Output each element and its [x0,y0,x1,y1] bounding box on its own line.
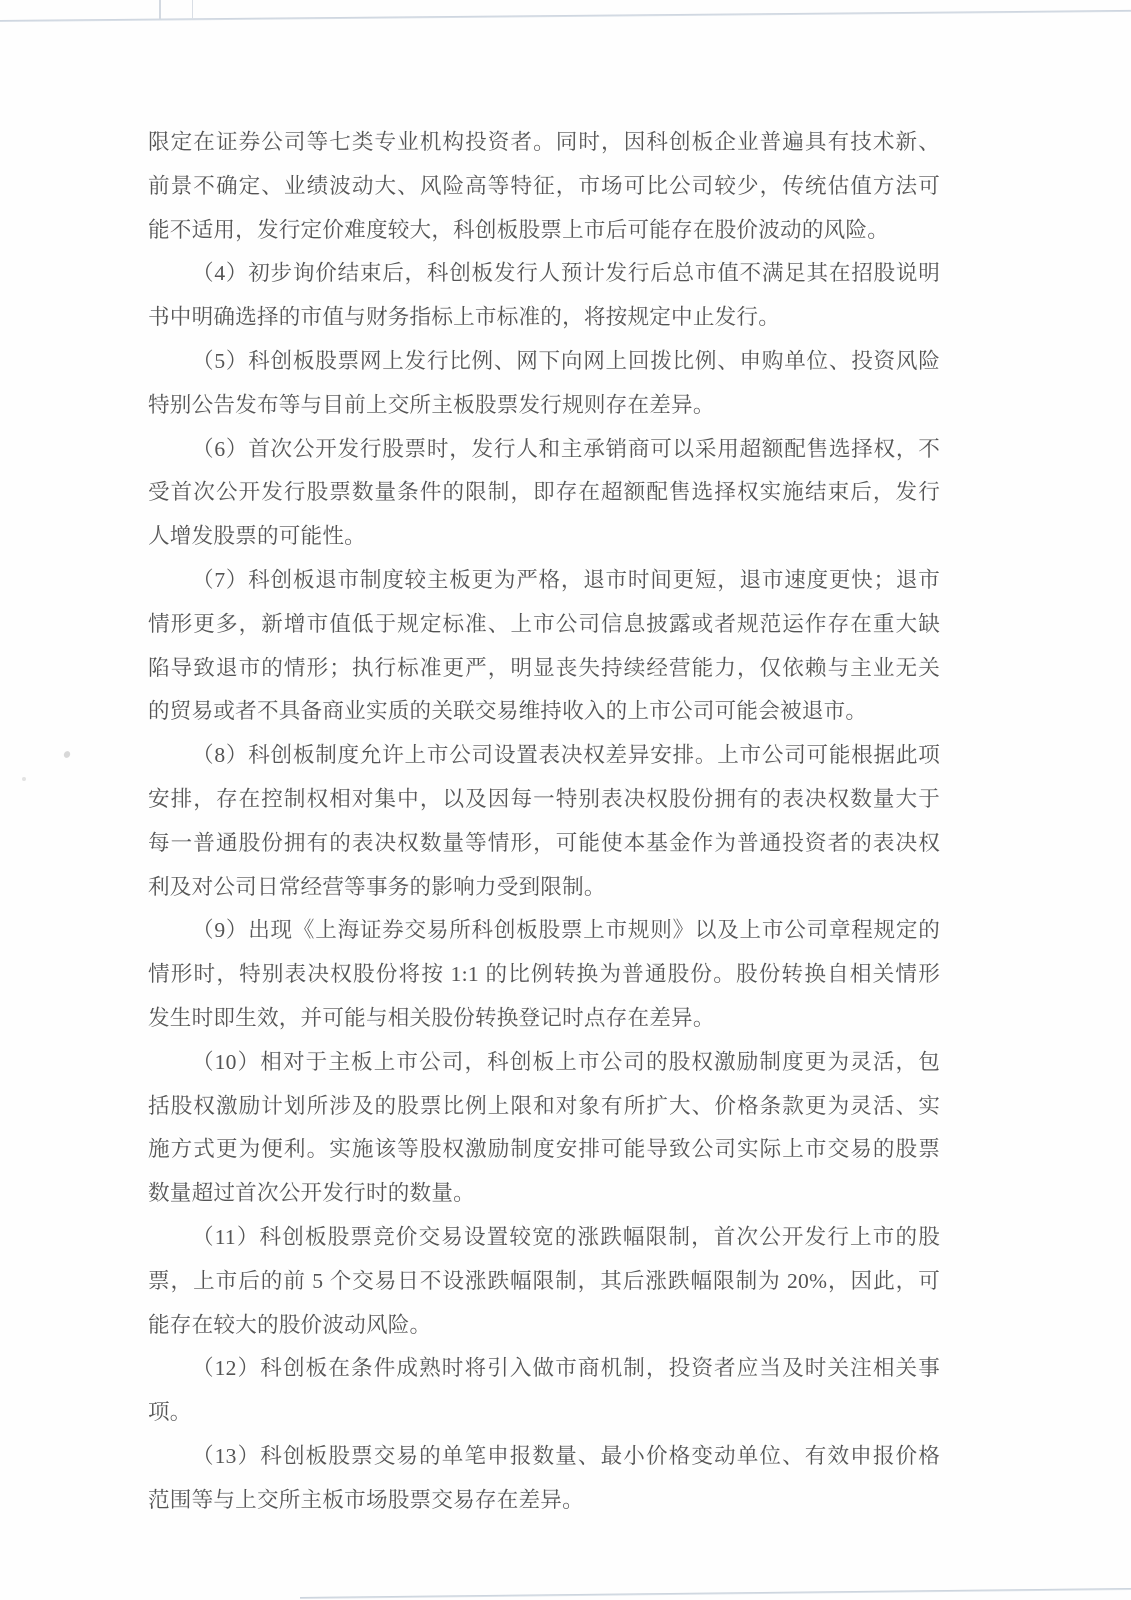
text-line: （4）初步询价结束后，科创板发行人预计发行后总市值不满足其在招股说明 [192,261,940,286]
text-line: 数量超过首次公开发行时的数量。 [148,1181,475,1206]
text-line: 施方式更为便利。实施该等股权激励制度安排可能导致公司实际上市交易的股票 [148,1137,940,1162]
text-line: 发生时即生效，并可能与相关股份转换登记时点存在差异。 [148,1005,715,1030]
text-line: （6）首次公开发行股票时，发行人和主承销商可以采用超额配售选择权，不 [192,436,940,461]
scan-tick-mark-left [159,0,161,19]
text-line: 受首次公开发行股票数量条件的限制，即存在超额配售选择权实施结束后，发行 [148,480,940,505]
scan-speck [63,750,72,759]
scan-edge-line-bottom [300,1588,1131,1599]
text-line: （10）相对于主板上市公司，科创板上市公司的股权激励制度更为灵活，包 [192,1049,940,1074]
text-line: （5）科创板股票网上发行比例、网下向网上回拨比例、申购单位、投资风险 [192,348,940,373]
text-line: （9）出现《上海证券交易所科创板股票上市规则》以及上市公司章程规定的 [192,918,940,943]
text-line: （12）科创板在条件成熟时将引入做市商机制，投资者应当及时关注相关事 [192,1356,940,1381]
text-line: 括股权激励计划所涉及的股票比例上限和对象有所扩大、价格条款更为灵活、实 [148,1093,940,1118]
text-line: 特别公告发布等与目前上交所主板股票发行规则存在差异。 [148,392,715,417]
scan-tick-mark-right [192,0,193,19]
text-line: 范围等与上交所主板市场股票交易存在差异。 [148,1487,584,1512]
text-line: （8）科创板制度允许上市公司设置表决权差异安排。上市公司可能根据此项 [192,743,940,768]
text-line: 每一普通股份拥有的表决权数量等情形，可能使本基金作为普通投资者的表决权 [148,830,940,855]
text-line: （7）科创板退市制度较主板更为严格，退市时间更短，退市速度更快；退市 [192,567,940,592]
text-line: 能存在较大的股价波动风险。 [148,1312,432,1337]
text-line: 项。 [148,1400,192,1425]
text-line: 票，上市后的前 5 个交易日不设涨跌幅限制，其后涨跌幅限制为 20%，因此，可 [148,1268,940,1293]
text-line: 利及对公司日常经营等事务的影响力受到限制。 [148,874,606,899]
text-line: 人增发股票的可能性。 [148,524,366,549]
text-line: 能不适用，发行定价难度较大，科创板股票上市后可能存在股价波动的风险。 [148,217,889,242]
text-line: 安排，存在控制权相对集中，以及因每一特别表决权股份拥有的表决权数量大于 [148,786,940,811]
text-block [148,121,940,1523]
text-line: 的贸易或者不具备商业实质的关联交易维持收入的上市公司可能会被退市。 [148,699,868,724]
text-line: （11）科创板股票竞价交易设置较宽的涨跌幅限制，首次公开发行上市的股 [192,1224,940,1249]
text-line: 情形更多，新增市值低于规定标准、上市公司信息披露或者规范运作存在重大缺 [148,611,940,636]
text-line: 情形时，特别表决权股份将按 1:1 的比例转换为普通股份。股份转换自相关情形 [148,962,940,987]
text-line: 前景不确定、业绩波动大、风险高等特征，市场可比公司较少，传统估值方法可 [148,173,940,198]
text-line: 限定在证券公司等七类专业机构投资者。同时，因科创板企业普遍具有技术新、 [148,130,940,154]
scan-edge-line-top [0,10,1131,22]
text-line: （13）科创板股票交易的单笔申报数量、最小价格变动单位、有效申报价格 [192,1443,940,1468]
scan-speck [22,777,26,781]
text-line: 陷导致退市的情形；执行标准更严，明显丧失持续经营能力，仅依赖与主业无关 [148,655,940,680]
text-line: 书中明确选择的市值与财务指标上市标准的，将按规定中止发行。 [148,305,781,330]
